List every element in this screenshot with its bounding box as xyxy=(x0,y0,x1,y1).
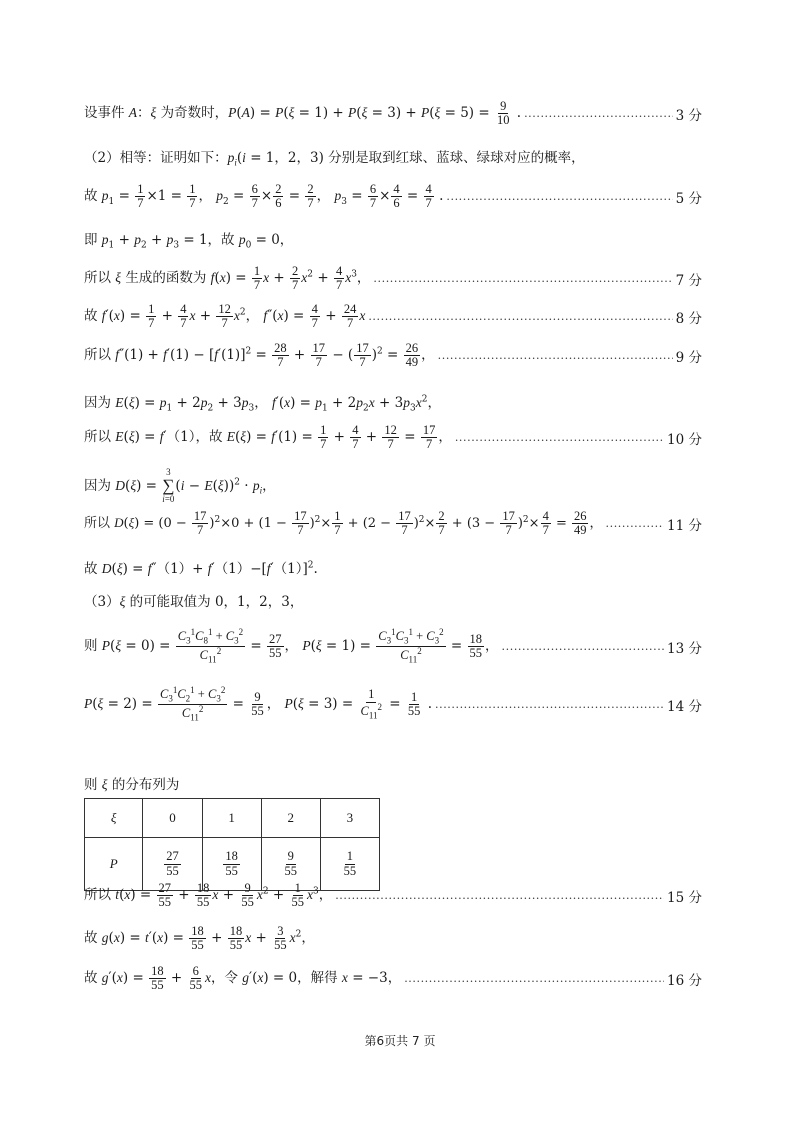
table-header-xi: ξ xyxy=(85,799,143,838)
line-g-derivative: 故 g′(x) = $\frac{18}{55}$ + $\frac{6}{55}$ x，令 g′(x) = 0，解得 x = −3， ..... 16 分 xyxy=(84,965,702,992)
score-7: 7 分 xyxy=(675,272,702,289)
distribution-table xyxy=(84,798,380,891)
line-p-values: 故 $p_1$ = $\frac{1}{7}$ ×1 = $\frac{1}{7}$ ， $p_2$ = $\frac{6}{7}$ × $\frac{2}{6}$ = $\frac{2}{7}$ ， $p_3$ = $\frac{6}{7}$ × $\frac{4}{6}$ = $\frac{4}{7}$ . ..... 5 分 xyxy=(84,183,702,210)
leader-dots xyxy=(335,889,664,902)
table-header-p: P xyxy=(85,838,143,891)
score-13: 13 分 xyxy=(667,640,702,657)
line-combination: 所以 $f''(1) + f'(1) - [f'(1)]^2$ = $\frac{28}{7}$ + $\frac{17}{7}$ − ( $\frac{17}{7}$ )$^2$ = $\frac{26}{49}$ ， ..... 9 分 xyxy=(84,342,702,369)
score-9: 9 分 xyxy=(675,349,702,366)
table-cell-prob: $\frac{27}{55}$ xyxy=(143,838,202,891)
table-cell-prob: $\frac{18}{55}$ xyxy=(202,838,261,891)
score-16: 16 分 xyxy=(667,972,702,989)
score-3: 3 分 xyxy=(675,107,702,124)
table-cell-value: 2 xyxy=(261,799,320,838)
score-15: 15 分 xyxy=(667,889,702,906)
table-cell-value: 3 xyxy=(320,799,379,838)
line-prob-2-3: P(ξ = 2) = $\frac{C_3^1C_2^1 + C_3^2}{C_{11}^2}$ = $\frac{9}{55}$ ， P(ξ = 3) = $\frac{1}{C_{11}^2}$ = $\frac{1}{55}$ . ..... 14 分 xyxy=(84,686,702,723)
line-derivatives: 故 f′(x) = $\frac{1}{7}$ + $\frac{4}{7}$ x + $\frac{12}{7}$ $x^2$， f″(x) = $\frac{4}{7}$ + $\frac{24}{7}$ x ..... 8 分 xyxy=(84,303,702,330)
score-14: 14 分 xyxy=(667,698,702,715)
table-cell-prob: $\frac{9}{55}$ xyxy=(261,838,320,891)
page-footer: 第6页共 7 页 xyxy=(364,1034,436,1048)
leader-dots xyxy=(606,517,665,530)
leader-dots xyxy=(446,190,672,203)
leader-dots xyxy=(404,972,664,985)
line-expectation-def: 因为 $E(\xi) = p_1 + 2p_2 + 3p_3$， $f'(x) = p_1 + 2p_2x + 3p_3x^2$， xyxy=(84,394,441,414)
line-variance-def: 因为 D(ξ) = 3 ∑ i=0 $(i - E(\xi))^2 \cdot p_i$， xyxy=(84,467,276,505)
line-sum-p: 即 $p_1 + p_2 + p_3 = 1$，故 $p_0 = 0$， xyxy=(84,232,294,251)
line-generating-function: 所以 ξ 生成的函数为 f(x) = $\frac{1}{7}$ x + $\frac{2}{7}$ $x^2$ + $\frac{4}{7}$ $x^3$， ..... 7 分 xyxy=(84,265,702,292)
line-part2-intro: （2）相等：证明如下：$p_i(i = 1$，2，3) 分别是取到红球、蓝球、绿球对应的概率， xyxy=(84,150,585,168)
line-g-function: 故 g(x) = t′(x) = $\frac{18}{55}$ + $\frac{18}{55}$ x + $\frac{3}{55}$ $x^2$， xyxy=(84,924,315,953)
line-event-a xyxy=(84,100,702,127)
leader-dots xyxy=(524,107,673,120)
score-8: 8 分 xyxy=(675,310,702,327)
line-expectation-value: 所以 E(ξ) = f′（1），故 E(ξ) = f′(1) = $\frac{1}{7}$ + $\frac{4}{7}$ + $\frac{12}{7}$ = $\frac{17}{7}$ ， ..... 10 分 xyxy=(84,424,702,451)
table-cell-value: 0 xyxy=(143,799,202,838)
score-5: 5 分 xyxy=(675,190,702,207)
score-11: 11 分 xyxy=(667,517,702,534)
leader-dots xyxy=(455,431,664,444)
line-distribution-intro: 则 ξ 的分布列为 xyxy=(84,777,180,793)
table-cell-value: 1 xyxy=(202,799,261,838)
leader-dots xyxy=(438,349,673,362)
line-variance-conclusion: 故 $D(\xi) = f''(1)+ f'(1)-[f'(1)]^2$. xyxy=(84,560,318,577)
leader-dots xyxy=(502,640,664,653)
line-prob-0-1: 则 P(ξ = 0) = $\frac{C_3^1C_8^1 + C_3^2}{C_{11}^2}$ = $\frac{27}{55}$ ， P(ξ = 1) = $\frac{C_3^1C_3^1 + C_3^2}{C_{11}^2}$ = $\frac{18}{55}$ ， ..... 13 分 xyxy=(84,628,702,665)
table-row-values xyxy=(85,799,380,838)
leader-dots xyxy=(368,310,672,323)
line-variance-value: 所以 D(ξ) = (0 − $\frac{17}{7}$ )$^2$×0 + (1 − $\frac{17}{7}$ )$^2$× $\frac{1}{7}$ + (2 − $\frac{17}{7}$ )$^2$× $\frac{2}{7}$ + (3 − $\frac{17}{7}$ )$^2$× $\frac{4}{7}$ = $\frac{26}{49}$ ， ..... 11 分 xyxy=(84,510,702,537)
leader-dots xyxy=(435,698,664,711)
line-t-function: 所以 t(x) = $\frac{27}{55}$ + $\frac{18}{55}$ x + $\frac{9}{55}$ $x^2$ + $\frac{1}{55}$ $x^3$， ..... 15 分 xyxy=(84,882,702,909)
score-10: 10 分 xyxy=(667,431,702,448)
table-cell-prob: $\frac{1}{55}$ xyxy=(320,838,379,891)
leader-dots xyxy=(373,272,672,285)
line-part3-intro: （3）ξ 的可能取值为 0，1，2，3， xyxy=(84,594,304,610)
line-event-a-text: 设事件 A：ξ 为奇数时，P(A) = P(ξ = 1) + P(ξ = 3) + P(ξ = 5) = $\frac{9}{10}$ . xyxy=(84,99,522,128)
